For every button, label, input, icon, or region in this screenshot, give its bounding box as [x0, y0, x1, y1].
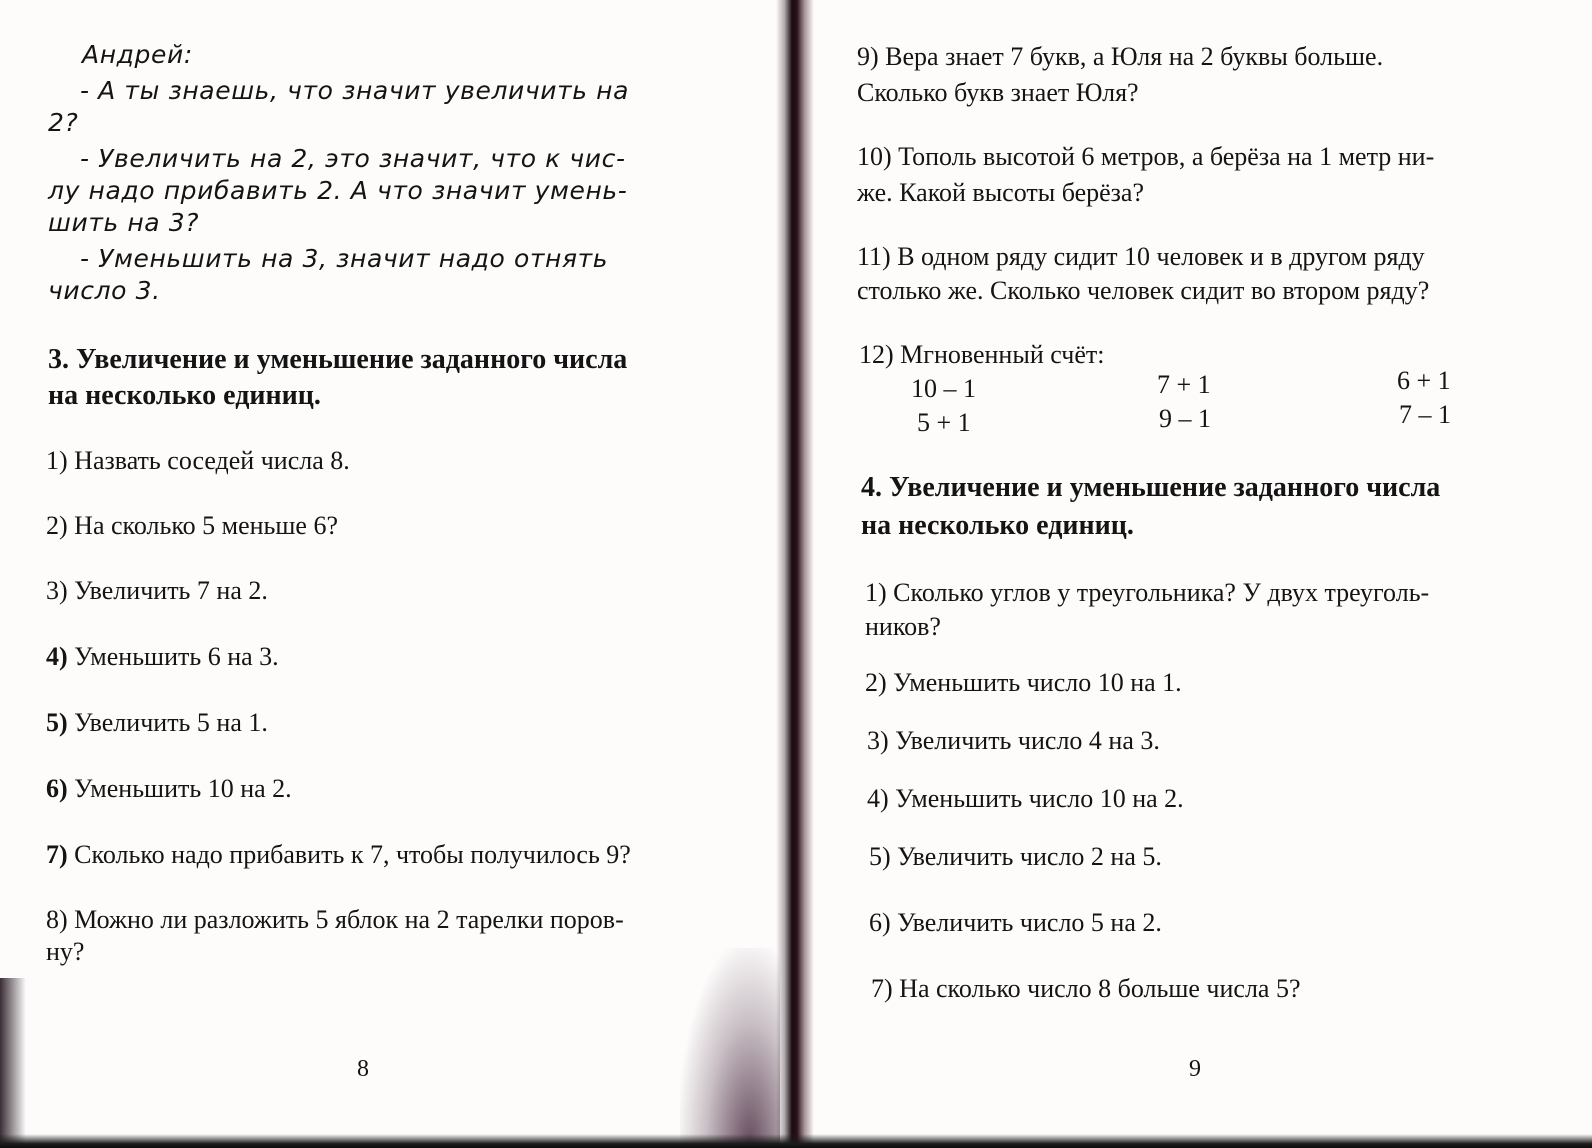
- item-number: 1): [865, 578, 887, 607]
- exercise-item: [865, 578, 1429, 608]
- item-number: 10): [857, 142, 892, 171]
- section-heading: 4. Увеличение и уменьшение заданного числа: [861, 472, 1441, 503]
- quick-count-expression: 7 – 1: [1399, 400, 1451, 429]
- item-number: 11): [857, 242, 891, 271]
- exercise-item-continuation: столько же. Сколько человек сидит во втором ряду?: [857, 276, 1430, 305]
- item-text: Вера знает 7 букв, а Юля на 2 буквы больше.: [885, 42, 1384, 71]
- item-text: Сколько надо прибавить к 7, чтобы получилось 9?: [74, 840, 631, 869]
- exercise-item: [46, 905, 624, 935]
- quick-count-expression: 5 + 1: [917, 408, 971, 437]
- exercise-item: [46, 446, 350, 476]
- exercise-item: [46, 642, 279, 672]
- item-number: 4): [46, 642, 68, 671]
- quick-count-expression: 9 – 1: [1159, 404, 1211, 433]
- dialogue-line: - Уменьшить на 3, значит надо отнять: [80, 244, 609, 273]
- exercise-item: [865, 668, 1182, 698]
- exercise-item: [46, 774, 292, 804]
- scan-edge-shadow: [680, 948, 780, 1148]
- dialogue-line: 2?: [48, 108, 79, 137]
- left-page: [0, 0, 790, 1148]
- quick-count-expression: 10 – 1: [911, 374, 976, 403]
- item-number: 6): [46, 774, 68, 803]
- item-number: 3): [46, 576, 68, 605]
- section-heading: на несколько единиц.: [48, 380, 321, 411]
- exercise-item: [46, 840, 631, 870]
- exercise-item: [46, 511, 338, 541]
- item-text: Увеличить 5 на 1.: [74, 708, 268, 737]
- item-text: Уменьшить 6 на 3.: [74, 642, 279, 671]
- exercise-item: [46, 708, 268, 738]
- item-text: В одном ряду сидит 10 человек и в другом ряду: [897, 242, 1425, 271]
- scan-edge-shadow: [0, 978, 26, 1148]
- exercise-item: [867, 784, 1184, 814]
- quick-count-expression: 7 + 1: [1157, 370, 1211, 399]
- item-number: 2): [865, 668, 887, 697]
- item-text: Уменьшить 10 на 2.: [74, 774, 292, 803]
- item-number: 5): [869, 842, 891, 871]
- dialogue-line: число 3.: [48, 276, 161, 305]
- book-gutter-shadow: [776, 0, 814, 1148]
- dialogue-speaker: Андрей:: [82, 40, 193, 69]
- exercise-item: [869, 908, 1162, 938]
- exercise-item: [871, 974, 1301, 1004]
- item-text: На сколько число 8 больше числа 5?: [899, 974, 1301, 1003]
- exercise-item-continuation: ников?: [865, 612, 941, 641]
- item-text: Увеличить число 4 на 3.: [895, 726, 1160, 755]
- page-number: 9: [1189, 1056, 1201, 1082]
- item-text: Увеличить число 5 на 2.: [897, 908, 1162, 937]
- dialogue-line: лу надо прибавить 2. А что значит умень-: [48, 176, 628, 205]
- page-number: 8: [357, 1056, 369, 1082]
- item-number: 8): [46, 905, 68, 934]
- item-text: Сколько углов у треугольника? У двух треуголь-: [893, 578, 1430, 607]
- item-number: 3): [867, 726, 889, 755]
- item-text: Увеличить число 2 на 5.: [897, 842, 1162, 871]
- exercise-item-continuation: ну?: [46, 937, 85, 966]
- item-number: 7): [46, 840, 68, 869]
- exercise-item: [867, 726, 1160, 756]
- item-number: 7): [871, 974, 893, 1003]
- dialogue-line: шить на 3?: [48, 208, 200, 237]
- item-number: 6): [869, 908, 891, 937]
- item-text: На сколько 5 меньше 6?: [74, 511, 339, 540]
- exercise-item-continuation: Сколько букв знает Юля?: [857, 78, 1139, 107]
- item-text: Уменьшить число 10 на 1.: [893, 668, 1182, 697]
- item-number: 4): [867, 784, 889, 813]
- exercise-item: [857, 142, 1434, 172]
- exercise-item: [869, 842, 1162, 872]
- item-text: Уменьшить число 10 на 2.: [895, 784, 1184, 813]
- item-number: 9): [857, 42, 879, 71]
- exercise-item: [46, 576, 268, 606]
- item-text: Увеличить 7 на 2.: [74, 576, 268, 605]
- exercise-item-continuation: же. Какой высоты берёза?: [857, 178, 1145, 207]
- right-page: [805, 0, 1592, 1148]
- item-number: 5): [46, 708, 68, 737]
- scan-bottom-edge: [0, 1134, 1592, 1148]
- dialogue-line: - А ты знаешь, что значит увеличить на: [80, 76, 630, 105]
- item-text: Назвать соседей числа 8.: [74, 446, 350, 475]
- item-text: Тополь высотой 6 метров, а берёза на 1 метр ни-: [898, 142, 1435, 171]
- item-text: Можно ли разложить 5 яблок на 2 тарелки поров-: [74, 905, 624, 934]
- exercise-item: [857, 242, 1425, 272]
- dialogue-line: - Увеличить на 2, это значит, что к чис-: [80, 144, 626, 173]
- quick-count-label: 12) Мгновенный счёт:: [859, 340, 1105, 369]
- exercise-item: [857, 42, 1383, 72]
- item-number: 1): [46, 446, 68, 475]
- section-heading: 3. Увеличение и уменьшение заданного числа: [48, 344, 628, 375]
- item-number: 2): [46, 511, 68, 540]
- quick-count-expression: 6 + 1: [1397, 366, 1451, 395]
- section-heading: на несколько единиц.: [861, 510, 1134, 541]
